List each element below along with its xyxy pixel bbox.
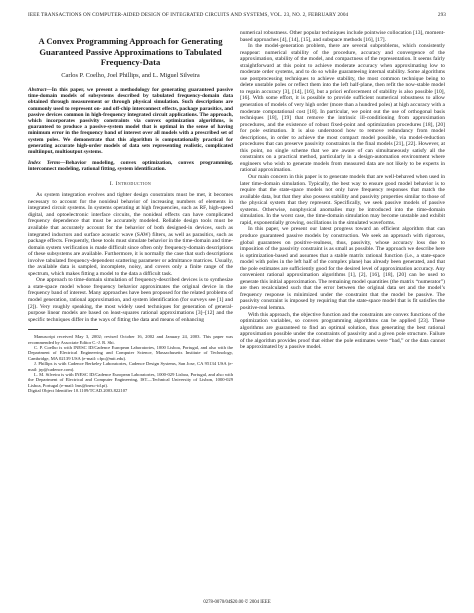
footnotes <box>28 334 233 393</box>
abstract-label: Abstract— <box>28 87 52 94</box>
footnote: Digital Object Identifier 10.1109/TCAD.2003.822107 <box>28 388 128 394</box>
footnote: Manuscript received May 3, 2002; revised October 16, 2002 and January 24, 2003. This paper was recommended by Associate Editor C.-J. R. Shi. <box>28 334 233 345</box>
section-heading <box>28 181 233 188</box>
footnote-divider <box>28 329 98 330</box>
footnote: J. Phillips is with Cadence Berkeley Laboratories, Cadence Design Systems, San Jose, CA 95134 USA (e-mail: jrp@cadence.com). <box>28 361 233 372</box>
right-column <box>240 30 445 351</box>
index-terms <box>28 160 233 172</box>
copyright-footer: 0278-0070/04$20.00 © 2004 IEEE <box>203 600 271 605</box>
footnote: C. P. Coelho is with INESC ID/Cadence European Laboratories, 1000 Lisboa, Portugal, and also with the Department of Electrical Engineering and Computer Science, Massachusetts Institute of Technology, Cambridge, MA 02139 USA (e-mail: cfpc@mit.edu). <box>28 344 233 361</box>
body-paragraph: Our main concern in this paper is to generate models that are well-behaved when used in later time-domain simulation. Typically, the best way to ensure good model behavior is to require that the state-space models not only have frequency responses that match the available data, but that they also possess stability and passivity properties similar to those of the physical system that they represent. Specifically, we seek passive models of passive systems. Otherwise, nonphysical anomalies may be introduced into the time-domain simulation. In the worst case, the time-domain simulation may become unstable and exhibit rapid, exponentially growing, oscillations in the simulated waveforms. <box>240 174 445 226</box>
page-number: 293 <box>437 12 446 18</box>
footnote: L. M. Silveira is with INESC ID/Cadence European Laboratories, 1000-029 Lisboa, Portugal, and also with the Department of Electrical and Computer Engineering, IST—Technical University of Lisbon, 1000-029 Lisboa, Portugal (e-mail: lms@inesc-id.pt). <box>28 372 233 388</box>
index-terms-text: Behavior modeling, convex optimization, convex programming, interconnect modeling, rational fitting, system identification. <box>28 160 233 173</box>
abstract-text: In this paper, we present a methodology for generating guaranteed passive time-domain models of subsystems described by tabulated frequency-domain data obtained through measurement or through physical simulation. Such descriptions are commonly used to represent on- and off-chip interconnect effects, package parasitics, and passive devices common in high-frequency integrated circuit applications. The approach, which incorporates passivity constraints via convex optimization algorithms, is guaranteed to produce a passive-system model that is optimal in the sense of having minimum error in the frequency band of interest over all models with a prescribed set of system poles. We demonstrate that this algorithm is computationally practical for generating accurate high-order models of data sets representing realistic, complicated multiinput, multioutput systems. <box>28 87 233 156</box>
journal-header: IEEE TRANSACTIONS ON COMPUTER-AIDED DESIGN OF INTEGRATED CIRCUITS AND SYSTEMS, VOL. 23, NO. 2, FEBRUARY 2004 <box>28 12 349 18</box>
body-paragraph: numerical robustness. Other popular techniques include pointwise collocation [13], moment-based approaches [4], [14], [15], and subspace methods [16], [17]. <box>240 30 445 43</box>
left-column <box>28 36 233 394</box>
running-header <box>28 12 446 18</box>
body-paragraph: As system integration evolves and tighter design constraints must be met, it becomes necessary to account for the nonideal behavior of increasing numbers of elements in integrated circuit systems. In systems operating at high frequencies, such as RF, high-speed digital, and optoelectronic interface circuits, the nonideal effects can have complicated frequency dependence that must be accurately modeled. Reliable design tools must be available that accurately account for the behavior of both designed-in devices, such as integrated inductors and surface acoustic wave (SAW) filters, as well as parasitics, such as package effects. Frequently, these tools must simulate behavior in the time-domain and time-domain system verification is made difficult since often only frequency-domain descriptions of these subsystems are available. Furthermore, it is normally the case that such descriptions involve tabulated frequency-dependent scattering parameter or admittance matrices. Usually, the available data is sampled, incomplete, noisy, and covers only a finite range of the spectrum, which makes fitting a model to the data a difficult task. <box>28 192 233 277</box>
index-terms-label: Index Terms— <box>28 160 66 167</box>
body-paragraph: In the model-generation problem, there are several subproblems, which consistently reappear: numerical stability of the procedure, accuracy and convergence of the approximation, stability of the model, and compactness of the representation. It seems fairly straightforward at this point to achieve moderate accuracy when approximating low to moderate order systems, and to do so while guaranteeing internal stability. Some algorithms use postprocessing techniques to achieve stability, the most common technique being to delete unstable poles or reflect them into the left half-plane, then refit the now-stable model to regain accuracy [3], [14], [16], but a priori enforcement of stability is also possible [10], [16]. With some effort, it is possible to provide sufficient numerical robustness to allow generation of models of very high order (more than a hundred poles) at high accuracy with a moderate computational cost [18]. In particular, we point out the use of orthogonal basis techniques [18], [19] that remove the intrinsic ill-conditioning from approximation procedures, and the existence of robust fixed-point and optimization procedures [18], [20] for pole estimation. It is also understood how to remove redundancy from model descriptions, in order to achieve the most compact model possible, via model-reduction procedures that can preserve passivity constraints in the final models [21], [22]. However, at this point, no single scheme that we are aware of can simultaneously satisfy all the constraints on a practical method, particularly in a design-automation environment where engineers who wish to generate models from measured data are not likely to be experts in rational approximation. <box>240 43 445 174</box>
paper-authors: Carlos P. Coelho, Joel Phillips, and L. Miguel Silveira <box>61 71 200 79</box>
paper-title: A Convex Programming Approach for Generating Guaranteed Passive Approximations to Tabulated Frequency-Data <box>38 36 223 67</box>
body-paragraph: One approach to time-domain simulation of frequency-described devices is to synthesize a state-space model whose frequency behavior approximates the original device in the frequency band of interest. Many approaches have been proposed for the related problems of model generation, rational approximation, and system identification (for surveys see [1] and [2]). Very roughly speaking, the most widely used techniques for generation of general-purpose linear models are based on least-squares rational approximations [3]–[12] and the specific techniques differ in the ways of fitting the data and means of enhancing <box>28 277 233 323</box>
body-paragraph: In this paper, we present our latest progress toward an efficient algorithm that can produce guaranteed passive models by construction. We seek an approach with rigorous, global guarantees on positive-realness, thus, passivity, whose accuracy loss due to imposition of the passivity constraint is as small as possible. The approach we describe here is optimization-based and assumes that a stable matrix rational function (i.e., a state-space model with poles in the left half of the complex plane) has already been generated, and that the pole estimates are sufficiently good for the desired level of approximation accuracy. Any convenient rational approximation algorithms [1], [2], [16], [18], [20] can be used to generate this initial approximation. The remaining model quantities (the matrix “numerator”) are then recalculated such that the error between the original data set and the model’s frequency response is minimized under the constraint that the model be passive. The passivity constraint is imposed by requiring that the state-space model that is fit satisfies the positive-real lemma. <box>240 226 445 311</box>
section-title: Introduction <box>115 180 152 187</box>
abstract <box>28 87 233 155</box>
body-paragraph: With this approach, the objective function and the constraints are convex functions of the optimization variables, so convex programming algorithms can be applied [23]. These algorithms are guaranteed to find an optimal solution, thus generating the best rational approximation possible under the constraints of passivity and a given pole structure. Failure of the algorithm provides proof that either the pole estimates were “bad,” or the data cannot be approximated by a passive model. <box>240 311 445 351</box>
section-number: I. <box>109 180 114 187</box>
